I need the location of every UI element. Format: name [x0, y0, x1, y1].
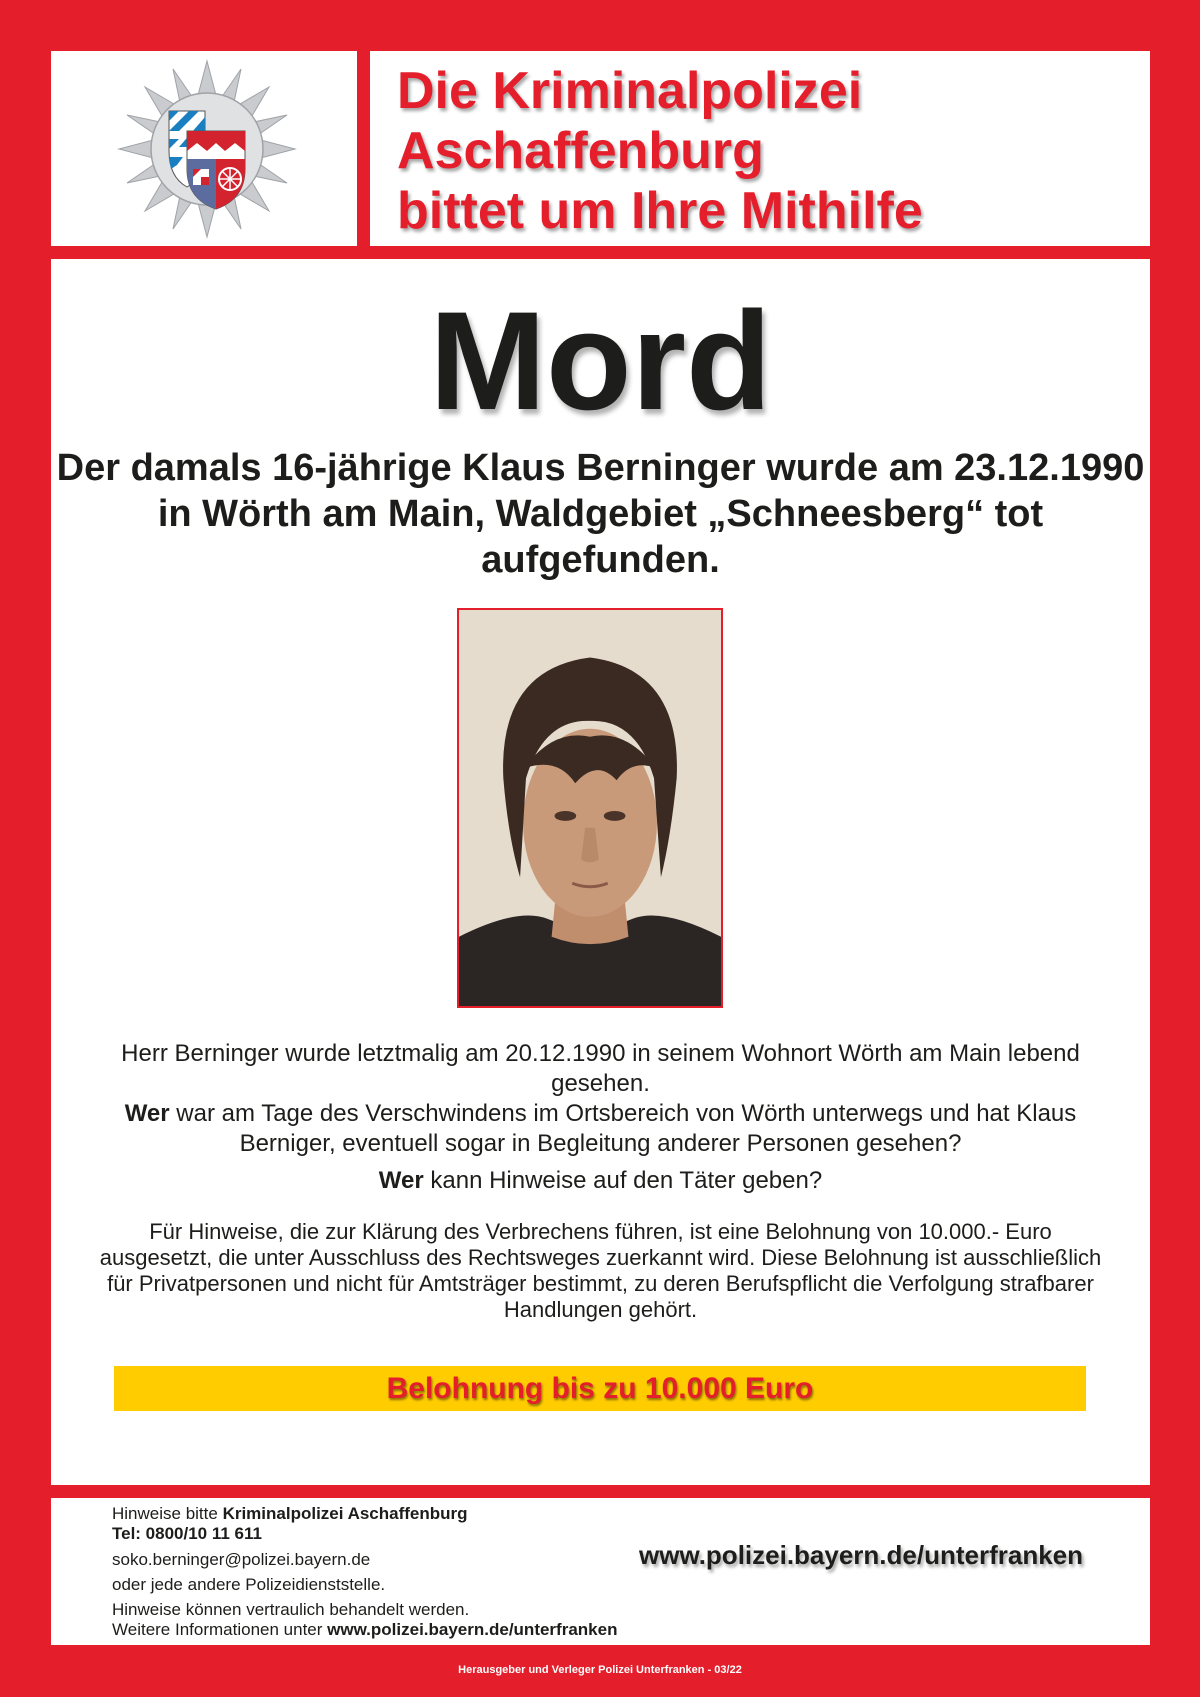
reward-banner: [114, 1366, 1086, 1411]
contact-prefix: Hinweise bitte: [112, 1504, 223, 1523]
more-info-line: [112, 1620, 617, 1640]
contact-other: oder jede andere Polizeidienststelle.: [112, 1575, 386, 1594]
police-star-badge-icon: [117, 59, 297, 239]
header-line-3: bittet um Ihre Mithilfe: [397, 182, 923, 240]
witness-question-lead: Wer: [124, 1100, 170, 1127]
imprint: Herausgeber und Verleger Polizei Unterfranken - 03/22: [458, 1664, 742, 1676]
contact-agency: Kriminalpolizei Aschaffenburg: [222, 1504, 468, 1523]
witness-question-rest: war am Tage des Verschwindens im Ortsbereich von Wörth unterwegs und hat Klaus Berniger, eventuell sogar in Begleitung anderer Personen gesehen?: [169, 1100, 1077, 1157]
contact-phone-text: Tel: 0800/10 11 611: [112, 1524, 262, 1543]
header-line-1: Die Kriminalpolizei: [397, 62, 863, 120]
logo-panel: [51, 51, 357, 246]
header-line-2: Aschaffenburg: [397, 122, 764, 180]
header-panel: [370, 51, 1150, 246]
footer-panel: [51, 1498, 1150, 1645]
main-panel: [51, 259, 1150, 1485]
case-summary: Der damals 16-jährige Klaus Berninger wurde am 23.12.1990 in Wörth am Main, Waldgebiet „Schneesberg“ tot aufgefunden.: [56, 447, 1145, 581]
reward-conditions: Für Hinweise, die zur Klärung des Verbrechens führen, ist eine Belohnung von 10.000.- Euro ausgesetzt, die unter Ausschluss des Rechtsweges zuerkannt wird. Diese Belohnung ist ausschließlich für Privatpersonen und nicht für Amtsträger bestimmt, zu deren Berufspflicht die Verfolgung strafbarer Handlungen gehört.: [99, 1219, 1102, 1322]
page-title: Mord: [429, 282, 772, 439]
perpetrator-question-lead: Wer: [378, 1167, 424, 1194]
contact-line: [112, 1504, 468, 1524]
witness-question: [91, 1099, 1110, 1159]
website-link[interactable]: www.polizei.bayern.de/unterfranken: [639, 1540, 1084, 1570]
more-info-link[interactable]: www.polizei.bayern.de/unterfranken: [327, 1620, 618, 1639]
last-seen-text: Herr Berninger wurde letztmalig am 20.12.1990 in seinem Wohnort Wörth am Main lebend gesehen.: [121, 1040, 1080, 1097]
contact-phone: [112, 1524, 262, 1544]
confidential-note: Hinweise können vertraulich behandelt werden.: [112, 1600, 470, 1619]
reward-text: Belohnung bis zu 10.000 Euro: [386, 1372, 814, 1405]
victim-photo: [457, 608, 723, 1008]
more-info-prefix: Weitere Informationen unter: [112, 1620, 328, 1639]
perpetrator-question-rest: kann Hinweise auf den Täter geben?: [423, 1167, 823, 1194]
victim-portrait-photo: [459, 610, 721, 1006]
contact-email[interactable]: soko.berninger@polizei.bayern.de: [112, 1550, 371, 1569]
perpetrator-question: [91, 1166, 1110, 1196]
